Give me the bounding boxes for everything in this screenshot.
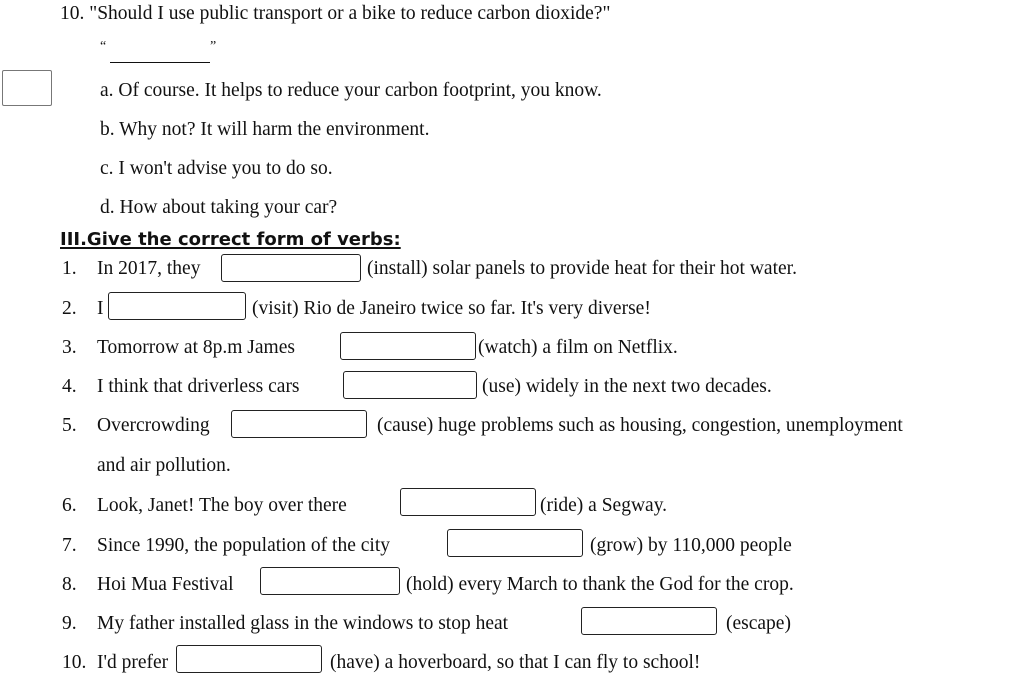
item-before: Since 1990, the population of the city bbox=[97, 535, 390, 556]
item-after: (ride) a Segway. bbox=[540, 495, 668, 516]
answer-box-10[interactable] bbox=[176, 645, 322, 673]
item-after: (use) widely in the next two decades. bbox=[482, 376, 772, 397]
answer-box-9[interactable] bbox=[581, 607, 717, 635]
item-before: Look, Janet! The boy over there bbox=[97, 495, 347, 516]
item-number: 10. bbox=[62, 652, 87, 673]
item-number: 5. bbox=[62, 415, 77, 436]
item-before: Hoi Mua Festival bbox=[97, 574, 234, 595]
item-number: 8. bbox=[62, 574, 77, 595]
item-after: (escape) bbox=[726, 613, 791, 634]
answer-box-3[interactable] bbox=[340, 332, 476, 360]
item-after: (cause) huge problems such as housing, congestion, unemployment bbox=[377, 415, 903, 436]
option-a[interactable]: a. Of course. It helps to reduce your carbon footprint, you know. bbox=[100, 80, 602, 101]
item-after: (visit) Rio de Janeiro twice so far. It's very diverse! bbox=[252, 298, 651, 319]
item-number: 7. bbox=[62, 535, 77, 556]
item-after: (have) a hoverboard, so that I can fly to school! bbox=[330, 652, 701, 673]
item-before: I bbox=[97, 298, 104, 319]
item-after: (hold) every March to thank the God for the crop. bbox=[406, 574, 794, 595]
item-before: In 2017, they bbox=[97, 258, 201, 279]
item-after: (install) solar panels to provide heat for their hot water. bbox=[367, 258, 797, 279]
item-before: I'd prefer bbox=[97, 652, 169, 673]
answer-box-4[interactable] bbox=[343, 371, 477, 399]
item-number: 9. bbox=[62, 613, 77, 634]
item-number: 6. bbox=[62, 495, 77, 516]
answer-box-5[interactable] bbox=[231, 410, 367, 438]
question-prompt: 10. "Should I use public transport or a bike to reduce carbon dioxide?" bbox=[60, 3, 611, 24]
close-quote: ” bbox=[210, 39, 217, 54]
item-after: (watch) a film on Netflix. bbox=[478, 337, 678, 358]
item-number: 4. bbox=[62, 376, 77, 397]
option-c[interactable]: c. I won't advise you to do so. bbox=[100, 158, 333, 179]
item-number: 2. bbox=[62, 298, 77, 319]
option-d[interactable]: d. How about taking your car? bbox=[100, 197, 338, 218]
answer-box-1[interactable] bbox=[221, 254, 361, 282]
answer-box-7[interactable] bbox=[447, 529, 583, 557]
open-quote: “ bbox=[100, 39, 107, 54]
item-before: Overcrowding bbox=[97, 415, 210, 436]
item-before: I think that driverless cars bbox=[97, 376, 300, 397]
item-after: (grow) by 110,000 people bbox=[590, 535, 792, 556]
answer-blank-line[interactable] bbox=[110, 62, 210, 63]
item-number: 1. bbox=[62, 258, 77, 279]
answer-box-8[interactable] bbox=[260, 567, 400, 595]
item-before: Tomorrow at 8p.m James bbox=[97, 337, 295, 358]
answer-checkbox[interactable] bbox=[2, 70, 52, 106]
item-before: My father installed glass in the windows to stop heat bbox=[97, 613, 509, 634]
option-b[interactable]: b. Why not? It will harm the environment. bbox=[100, 119, 430, 140]
answer-box-6[interactable] bbox=[400, 488, 536, 516]
item-continuation: and air pollution. bbox=[97, 455, 231, 476]
answer-box-2[interactable] bbox=[108, 292, 246, 320]
section-heading: III.Give the correct form of verbs: bbox=[60, 229, 401, 250]
item-number: 3. bbox=[62, 337, 77, 358]
